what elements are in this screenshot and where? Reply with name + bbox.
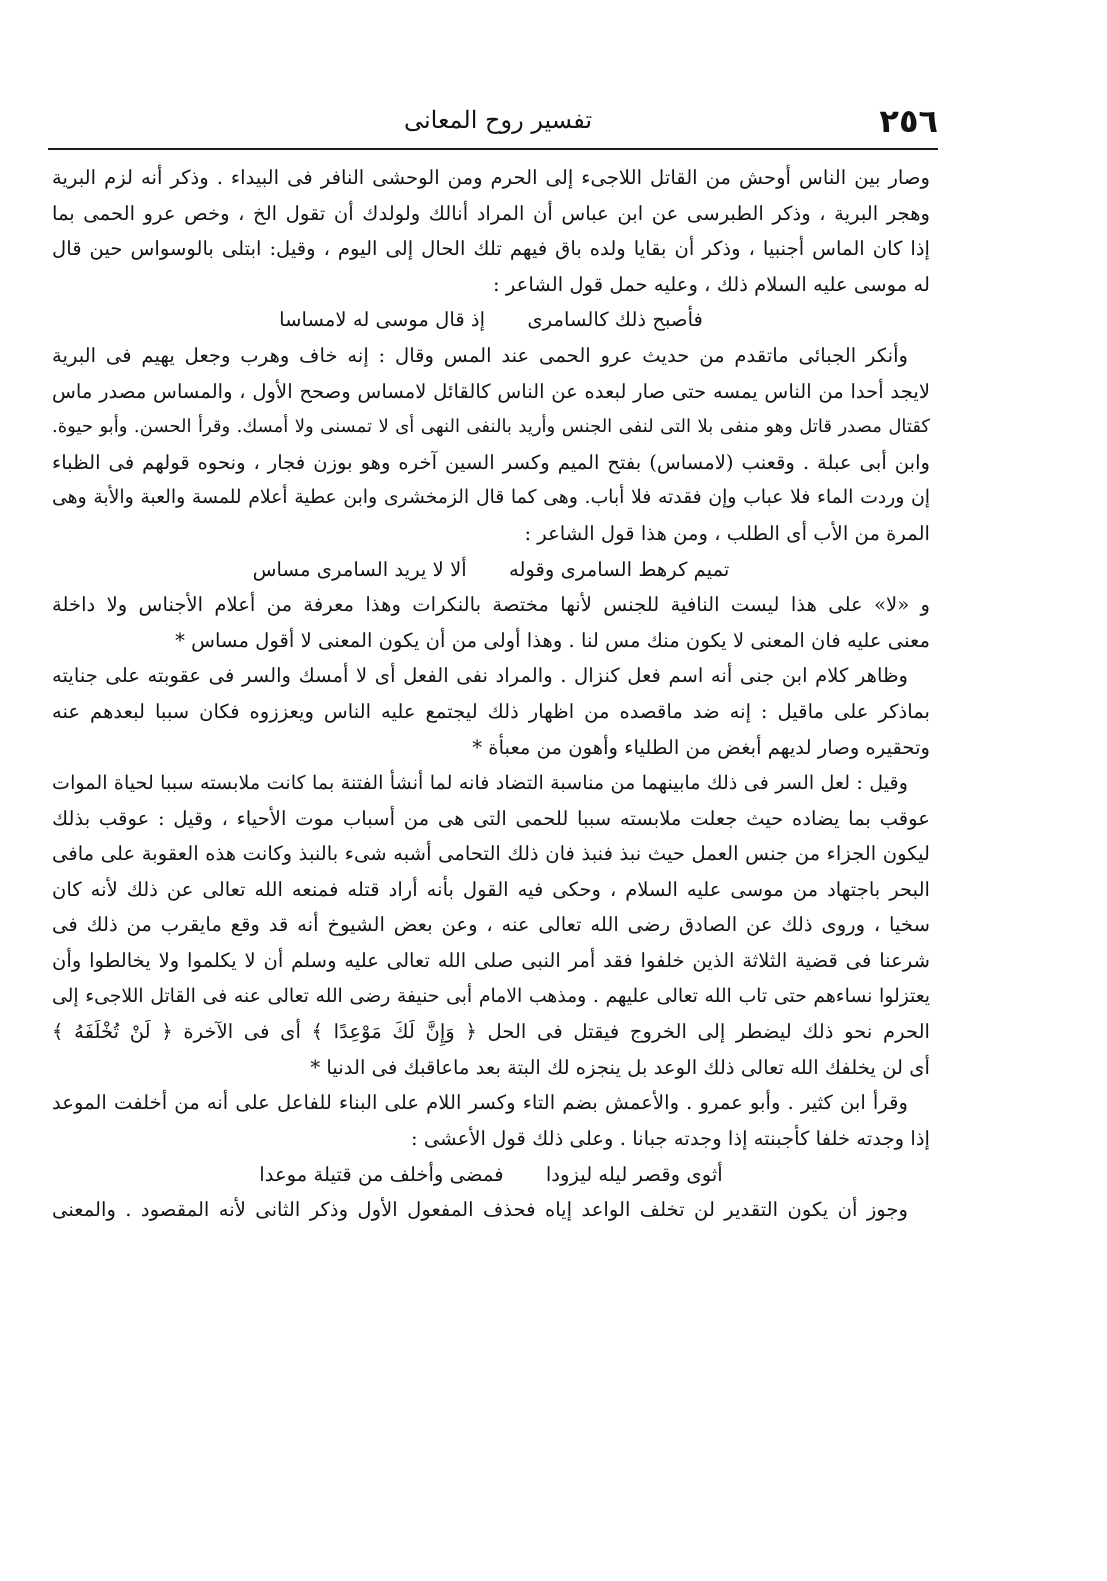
text-line: وصار بين الناس أوحش من القاتل اللاجىء إلى الحرم ومن الوحشى النافر فى البيداء . وذكر أنه لزم البرية (52, 166, 930, 189)
text-line: وتحقيره وصار لديهم أبغض من الطلياء وأهون من معبأة * (472, 735, 930, 759)
verse-hemistich-second: فمضى وأخلف من قتيلة موعدا (259, 1162, 504, 1186)
poetry-verse (52, 552, 930, 588)
text-line: المرة من الأب أى الطلب ، ومن هذا قول الشاعر : (524, 521, 930, 545)
poetry-verse (52, 302, 930, 338)
text-line: الحرم نحو ذلك ليضطر إلى الخروج فيقتل فى الحل ﴿ وَإِنَّ لَكَ مَوْعِدًا ﴾ أى فى الآخرة ﴿ لَنْ تُخْلَفَهُ ﴾ (52, 1020, 930, 1044)
text-line: بماذكر على ماقيل : إنه ضد ماقصده من اظهار ذلك ليجتمع عليه الناس ويعززوه فكان سببا لبعدهم عنه (52, 699, 930, 723)
page-body (52, 160, 930, 1228)
verse-hemistich-second: إذ قال موسى له لامساسا (279, 308, 486, 332)
text-line: أى لن يخلفك الله تعالى ذلك الوعد بل ينجزه لك البتة بعد ماعاقبك فى الدنيا * (310, 1055, 930, 1079)
text-line: ليكون الجزاء من جنس العمل حيث نبذ فنبذ فان ذلك التحامى أشبه شىء بالنبذ وكانت هذه العقوبة على مافى (52, 842, 930, 866)
page-number: ٢٥٦ (879, 102, 938, 140)
verse-hemistich-first: فأصبح ذلك كالسامرى (527, 308, 703, 332)
running-title: تفسير روح المعانى (403, 106, 593, 134)
text-line: شرعنا فى قضية الثلاثة الذين خلفوا فقد أمر النبى صلى الله تعالى عليه وسلم أن لا يكلموا ولا يخالطوا وأن (52, 949, 930, 973)
text-line: وظاهر كلام ابن جنى أنه اسم فعل كنزال . والمراد نفى الفعل أى لا أمسك والسر فى عقوبته على جنايته (52, 664, 908, 688)
text-line: وجوز أن يكون التقدير لن تخلف الواعد إياه فحذف المفعول الأول وذكر الثانى لأنه المقصود . والمعنى (52, 1198, 908, 1222)
text-line: وهجر البرية ، وذكر الطبرسى عن ابن عباس أن المراد أنالك ولولدك أن تقول الخ ، وخص عرو الحمى بما (52, 201, 930, 225)
text-line: البحر باجتهاد من موسى عليه السلام ، وحكى فيه القول بأنه أراد قتله فمنعه الله تعالى عن ذلك لأنه كان (52, 877, 930, 901)
page-header (58, 100, 938, 146)
text-line: له موسى عليه السلام ذلك ، وعليه حمل قول الشاعر : (493, 272, 930, 296)
header-rule (48, 148, 938, 150)
text-line: كقتال مصدر قاتل وهو منفى بلا التى لنفى الجنس وأريد بالنفى النهى أى لا تمسنى ولا أمسك. وقرأ الحسن. وأبو حيوة. (52, 416, 930, 438)
text-line: إذا وجدته خلفا كأجبنته إذا وجدته جبانا . وعلى ذلك قول الأعشى : (410, 1127, 930, 1151)
text-line: لايجد أحدا من الناس يمسه حتى صار لبعده عن الناس كالقائل لامساس وصحح الأول ، والمساس مصدر ماس (52, 379, 930, 403)
verse-hemistich-second: ألا لا يريد السامرى مساس (252, 557, 467, 581)
verse-hemistich-first: أثوى وقصر ليله ليزودا (545, 1162, 723, 1186)
text-line: وقيل : لعل السر فى ذلك مابينهما من مناسبة التضاد فانه لما أنشأ الفتنة بما كانت ملابسته سببا لحياة الموات (52, 771, 908, 795)
verse-hemistich-first: تميم كرهط السامرى وقوله (508, 557, 730, 581)
text-line: وقرأ ابن كثير . وأبو عمرو . والأعمش بضم التاء وكسر اللام على البناء للفاعل على أنه من أخلفت الموعد (52, 1091, 908, 1115)
text-line: و «لا» على هذا ليست النافية للجنس لأنها مختصة بالنكرات وهذا معرفة من أعلام الأجناس ولا داخلة (52, 593, 930, 617)
text-line: سخيا ، وروى ذلك عن الصادق رضى الله تعالى عنه ، وعن بعض الشيوخ أنه قد وقع مايقرب من ذلك فى (52, 913, 930, 937)
text-line: عوقب بما يضاده حيث جعلت ملابسته سببا للحمى التى هى من أسباب موت الأحياء ، وقيل : عوقب بذلك (52, 806, 930, 830)
text-line: وابن أبى عبلة . وقعنب (لامساس) بفتح الميم وكسر السين آخره وهو بوزن فجار ، ونحوه قولهم فى الظباء (52, 450, 930, 474)
text-line: إن وردت الماء فلا عباب وإن فقدته فلا أباب. وهى كما قال الزمخشرى وابن عطية أعلام للمسة والعبة والأبة وهى (52, 487, 930, 509)
text-line: وأنكر الجبائى ماتقدم من حديث عرو الحمى عند المس وقال : إنه خاف وهرب وجعل يهيم فى البرية (52, 343, 908, 367)
text-line: إذا كان الماس أجنبيا ، وذكر أن بقايا ولده باق فيهم تلك الحال إلى اليوم ، وقيل: ابتلى بالوسواس حين قال (52, 237, 930, 261)
text-line: يعتزلوا نساءهم حتى تاب الله تعالى عليهم . ومذهب الامام أبى حنيفة رضى الله تعالى عنه فى القاتل اللاجىء إلى (52, 985, 930, 1007)
poetry-verse (52, 1157, 930, 1193)
text-line: معنى عليه فان المعنى لا يكون منك مس لنا . وهذا أولى من أن يكون المعنى لا أقول مساس * (175, 628, 930, 652)
